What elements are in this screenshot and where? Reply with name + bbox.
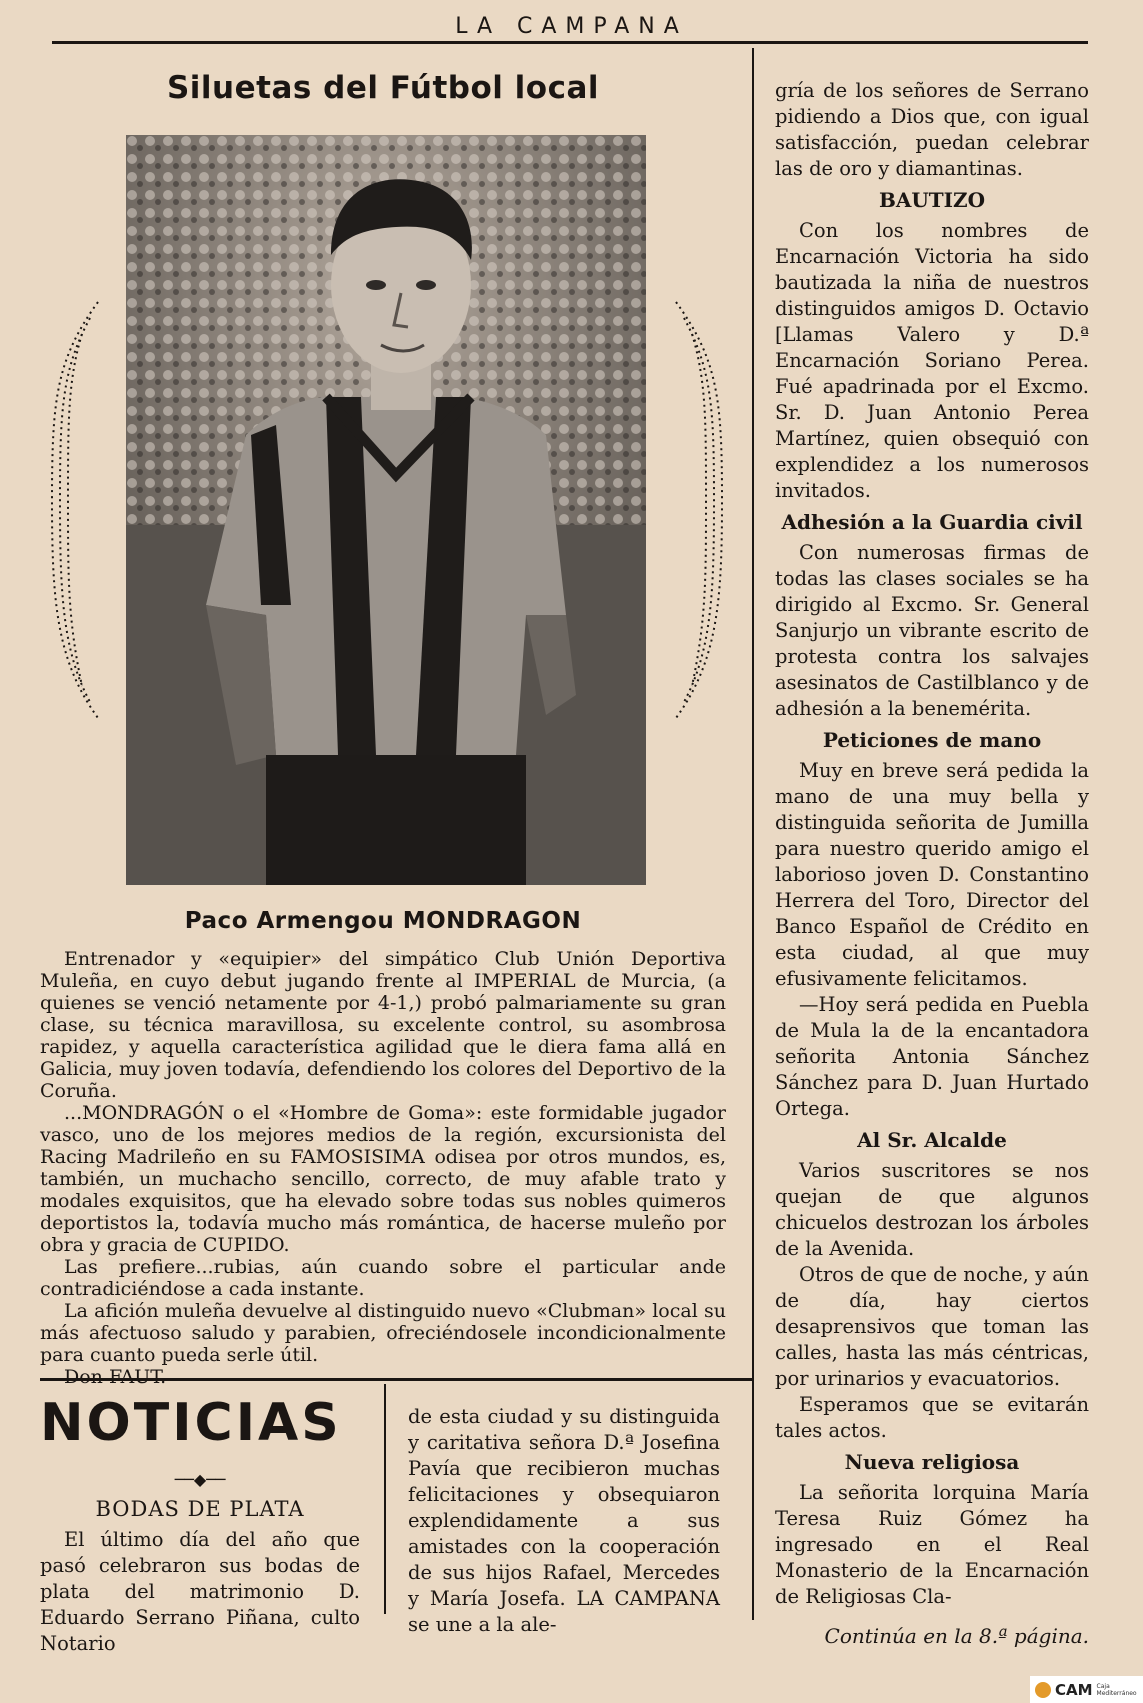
noticias-column-left [40,1470,360,1657]
noticias-heading: NOTICIAS [40,1393,342,1453]
bautizo-heading: BAUTIZO [878,188,986,212]
feature-article [40,948,726,1388]
news-paragraph: —Hoy será pedida en Puebla de Mula la de la encantadora señorita Antonia Sánchez Sánchez para D. Juan Hurtado Ortega. [775,993,1089,1120]
bodas-text-part-2 [408,1404,720,1638]
player-photo [126,135,646,885]
news-paragraph: Con numerosas firmas de todas las clases sociales se ha dirigido al Excmo. Sr. General Sanjurjo un vibrante escrito de protesta contra los salvajes asesinatos de Castilblanco y de adhesión a la benemérita. [775,541,1089,720]
player-caption: Paco Armengou MONDRAGON [184,908,582,934]
bodas-paragraph: gría de los señores de Serrano pidiendo a Dios que, con igual satisfacción, puedan celebrar las de oro y diamantinas. [775,79,1089,180]
article-signature: Don FAUT. [64,1366,167,1388]
feature-header [40,60,726,106]
news-paragraph: Varios suscritores se nos quejan de que algunos chicuelos destrozan los árboles de la Avenida. [775,1159,1089,1260]
masthead: LA CAMPANA [455,14,688,39]
article-paragraph: Entrenador y «equipier» del simpático Club Unión Deportiva Muleña, en cuyo debut jugando frente al IMPERIAL de Murcia, (a quienes se venció netamente por 4-1,) probó palmariamente su gran clase, su técnica maravillosa, su excelente control, su asombrosa rapidez, y aquella característica agilidad que le diera fama allá en Galicia, muy joven todavía, defendiendo los colores del Deportivo de la Coruña. [40,948,726,1102]
right-column [775,78,1089,1648]
column-divider-right [752,48,754,1620]
cam-logo-circle-icon [1035,1682,1051,1698]
bautizo-text [775,218,1089,504]
cam-logo-text: CAM [1055,1680,1093,1699]
noticias-column-middle [408,1404,720,1638]
adhesion-text [775,540,1089,722]
bodas-paragraph: de esta ciudad y su distinguida y caritativa señora D.ª Josefina Pavía que recibieron muchas felicitaciones y obsequiaron explendidamente a sus amistades con la cooperación de sus hijos Rafael, Mercedes y María Josefa. LA CAMPANA se une a la ale- [408,1405,720,1636]
article-paragraph: Las prefiere...rubias, aún cuando sobre el particular ande contradiciéndose a cada instante. [40,1256,726,1300]
cam-logo [1030,1676,1143,1703]
masthead-rule [52,41,1088,44]
article-paragraph: La afición muleña devuelve al distinguido nuevo «Clubman» local su más afectuoso saludo y parabien, ofreciéndosele incondicionalmente para cuanto pueda serle útil. [40,1300,726,1366]
bodas-text-part-1 [40,1527,360,1657]
article-paragraph: ...MONDRAGÓN o el «Hombre de Goma»: este formidable jugador vasco, uno de los mejores medios de la región, excursionista del Racing Madrileño en su FAMOSISIMA odisea por otros mundos, es, también, un muchacho sencillo, correcto, de muy afable trato y modales exquisitos, que ha elevado sobre todas sus nobles quimeros deportistos la, todavía mucho más romántica, de hacerse muleño por obra y gracia de CUPIDO. [40,1102,726,1256]
continued-note: Continúa en la 8.ª página. [824,1624,1089,1648]
news-paragraph: Con los nombres de Encarnación Victoria ha sido bautizada la niña de nuestros distinguidos amigos D. Octavio [Llamas Valero y D.ª Encarnación Soriano Perea. Fué apadrinada por el Excmo. Sr. D. Juan Antonio Perea Martínez, quien obsequió con explendidez a los numerosos invitados. [775,219,1089,502]
news-paragraph: Esperamos que se evitarán tales actos. [775,1393,1089,1442]
peticiones-text [775,758,1089,1122]
adhesion-heading: Adhesión a la Guardia civil [781,510,1083,534]
news-paragraph: Muy en breve será pedida la mano de una muy bella y distinguida señorita de Jumilla para nuestro querido amigo el laborioso joven D. Constantino Herrera del Toro, Director del Banco Español de Crédito en esta ciudad, al que muy efusivamente felicitamos. [775,759,1089,990]
peticiones-heading: Peticiones de mano [822,728,1042,752]
bodas-paragraph: El último día del año que pasó celebraron sus bodas de plata del matrimonio D. Eduardo Serrano Piñana, culto Notario [40,1528,360,1655]
ornament-divider: ──◆── [174,1470,226,1489]
religiosa-text [775,1480,1089,1610]
column-divider-bottom [384,1384,386,1614]
bodas-text-part-3 [775,78,1089,182]
news-paragraph: Otros de que de noche, y aún de día, hay ciertos desaprensivos que toman las calles, hasta las más céntricas, por urinarios y evacuatorios. [775,1263,1089,1390]
bodas-heading: BODAS DE PLATA [95,1497,305,1521]
cam-logo-subtext [1097,1683,1137,1697]
decorative-arc-right [668,300,728,720]
feature-title: Siluetas del Fútbol local [166,70,600,106]
cam-logo-sub-2: Mediterráneo [1096,1689,1137,1697]
cam-logo-sub-1: Caja [1096,1682,1110,1690]
alcalde-text [775,1158,1089,1444]
news-paragraph: La señorita lorquina María Teresa Ruiz Gómez ha ingresado en el Real Monasterio de la Encarnación de Religiosas Cla- [775,1481,1089,1608]
religiosa-heading: Nueva religiosa [844,1450,1020,1474]
alcalde-heading: Al Sr. Alcalde [857,1128,1007,1152]
decorative-arc-left [46,300,106,720]
